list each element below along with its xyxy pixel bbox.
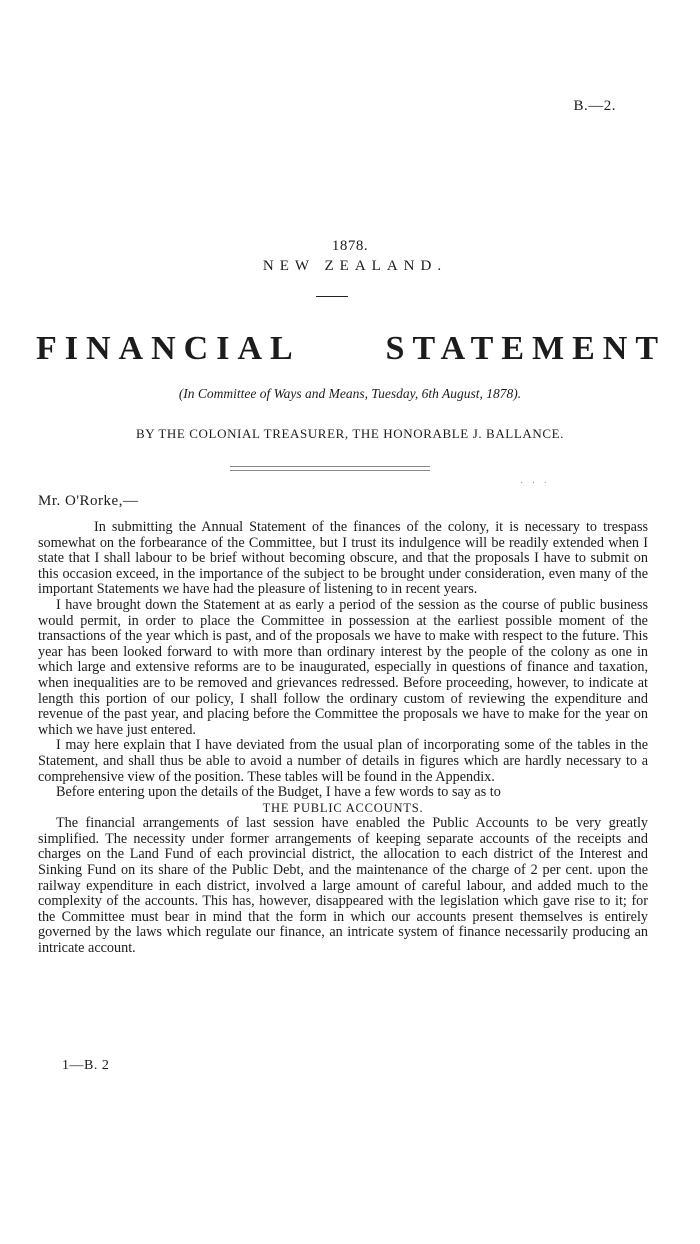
title-word-2: STATEMENT [385, 330, 666, 367]
statement-body [38, 520, 648, 957]
document-title [36, 330, 666, 368]
document-year: 1878. [331, 238, 369, 254]
country-heading: NEW ZEALAND. [262, 258, 448, 274]
salutation: Mr. O'Rorke,— [38, 493, 139, 509]
paragraph-1: In submitting the Annual Statement of the finances of the colony, it is necessary to trespass somewhat on the forbearance of the Committee, but I trust its indulgence will be readily extended when I state that I shall labour to be brief without becoming obscure, and that the proposals I have to submit on this occasion exceed, in the importance of the subject to be brought under consideration, even many of the important Statements we have had the pleasure of listening to in recent years. [38, 519, 648, 598]
document-reference: B.—2. [573, 98, 616, 114]
document-subtitle: (In Committee of Ways and Means, Tuesday, 6th August, 1878). [178, 386, 522, 401]
title-divider [230, 466, 430, 471]
section-heading: THE PUBLIC ACCOUNTS. [262, 800, 424, 815]
ink-smudge: · · · [520, 478, 550, 489]
paragraph-5: The financial arrangements of last session have enabled the Public Accounts to be very greatly simplified. The necessity under former arrangements of keeping separate accounts of the receipts and charges on the Land Fund of each provincial district, the allocation to each district of the Interest and Sinking Fund on its share of the Public Debt, and the maintenance of the charge of 2 per cent. upon the railway expenditure in each district, involved a large amount of careful labour, and added much to the complexity of the accounts. This has, however, disappeared with the legislation which gave rise to it; for the Committee must bear in mind that the form in which our accounts present themselves is entirely governed by the laws which regulate our finance, an intricate system of finance necessarily producing an intricate account. [38, 815, 648, 957]
document-byline: BY THE COLONIAL TREASURER, THE HONORABLE J. BALLANCE. [135, 426, 565, 441]
paragraph-3: I may here explain that I have deviated from the usual plan of incorporating some of the tables in the Statement, and shall thus be able to avoid a number of details in figures which are hardly necessary to a comprehensive view of the position. These tables will be found in the Appendix. [38, 737, 648, 785]
header-divider [316, 296, 348, 297]
paragraph-2: I have brought down the Statement at as early a period of the session as the course of public business would permit, in order to place the Committee in possession at the earliest possible moment of the transactions of the year which is past, and of the proposals we have to make with respect to the future. This year has been looked forward to with more than ordinary interest by the people of the colony as one in which large and extensive reforms are to be inaugurated, especially in questions of finance and taxation, when inequalities are to be removed and grievances redressed. Before proceeding, however, to indicate at length this portion of our policy, I shall follow the ordinary custom of reviewing the expenditure and revenue of the past year, and placing before the Committee the proposals we have to make for the year on which we have just entered. [38, 596, 648, 738]
page-footer: 1—B. 2 [62, 1058, 110, 1073]
title-word-1: FINANCIAL [36, 330, 301, 367]
paragraph-4: Before entering upon the details of the Budget, I have a few words to say as to [56, 784, 501, 801]
